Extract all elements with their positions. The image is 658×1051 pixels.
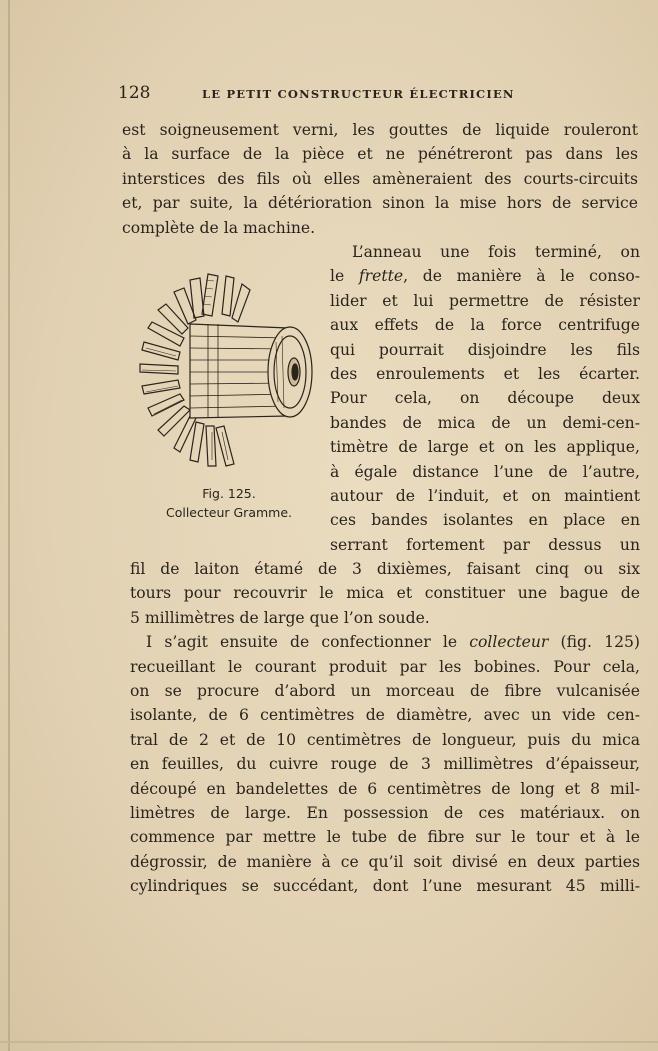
text-line: on se procure d’abord un morceau de fibre vulcanisée <box>130 681 640 700</box>
paragraph-1 <box>122 118 638 240</box>
text-line: commence par mettre le tube de fibre sur le tour et à le <box>130 828 640 847</box>
text-line: dégrossir, de manière à ce qu’il soit divisé en deux parties <box>130 852 640 871</box>
text-line: fil de laiton étamé de 3 dixièmes, faisant cinq ou six <box>130 560 640 578</box>
paragraph-2-side <box>330 240 640 557</box>
text-line: serrant fortement par dessus un <box>330 535 640 554</box>
figure-caption <box>140 484 318 522</box>
running-title: LE PETIT CONSTRUCTEUR ÉLECTRICIEN <box>202 87 515 101</box>
text-line: limètres de large. En possession de ces matériaux. on <box>130 803 640 822</box>
text-line: est soigneusement verni, les gouttes de liquide rouleront <box>122 121 638 139</box>
gramme-collector-illustration <box>138 266 320 476</box>
text-line: et, par suite, la détérioration sinon la mise hors de service <box>122 194 638 213</box>
text-line: découpé en bandelettes de 6 centimètres de long et 8 mil- <box>130 779 640 798</box>
figure-collector <box>138 266 320 476</box>
page-number: 128 <box>118 83 151 103</box>
text-line: isolante, de 6 centimètres de diamètre, avec un vide cen- <box>130 706 640 725</box>
text-line: autour de l’induit, et on maintient <box>330 486 640 505</box>
text-line: bandes de mica de un demi-cen- <box>330 413 640 432</box>
italic-term: collecteur <box>469 633 549 652</box>
text-line: à la surface de la pièce et ne pénétreront pas dans les <box>122 145 638 164</box>
text-line: timètre de large et on les applique, <box>330 438 640 457</box>
paragraph-2-3-full <box>130 557 640 898</box>
text-line: à égale distance l’une de l’autre, <box>330 462 640 481</box>
figure-number: Fig. 125. <box>202 486 256 501</box>
text-line: cylindriques se succédant, dont l’une mesurant 45 milli- <box>130 877 640 896</box>
text-line: complète de la machine. <box>122 218 316 237</box>
text-line: en feuilles, du cuivre rouge de 3 millimètres d’épaisseur, <box>130 755 640 774</box>
text-line: 5 millimètres de large que l’on soude. <box>130 608 430 627</box>
text-line: tours pour recouvrir le mica et constituer une bague de <box>130 584 640 603</box>
text-line: qui pourrait disjoindre les fils <box>330 340 640 359</box>
text-fragment: le <box>330 267 359 286</box>
page-header <box>118 83 638 107</box>
text-line: recueillant le courant produit par les bobines. Pour cela, <box>130 657 640 676</box>
text-fragment: , de manière à le conso- <box>403 267 640 286</box>
page-bottom-edge <box>0 1041 658 1043</box>
page-edge <box>8 0 10 1051</box>
text-line: ces bandes isolantes en place en <box>330 511 640 530</box>
text-line: L’anneau une fois terminé, on <box>352 243 640 261</box>
text-line: interstices des fils où elles amèneraient des courts-circuits <box>122 169 638 188</box>
text-fragment: (fig. 125) <box>548 633 640 652</box>
text-line <box>330 264 640 288</box>
text-line: Pour cela, on découpe deux <box>330 389 640 408</box>
text-line: tral de 2 et de 10 centimètres de longueur, puis du mica <box>130 730 640 749</box>
text-line: des enroulements et les écarter. <box>330 364 640 383</box>
figure-title: Collecteur Gramme. <box>165 505 292 520</box>
text-line: lider et lui permettre de résister <box>330 291 640 310</box>
text-line: aux effets de la force centrifuge <box>330 316 640 335</box>
text-line <box>130 630 640 654</box>
italic-term: frette <box>358 267 404 286</box>
text-fragment: I s’agit ensuite de confectionner le <box>146 633 470 652</box>
